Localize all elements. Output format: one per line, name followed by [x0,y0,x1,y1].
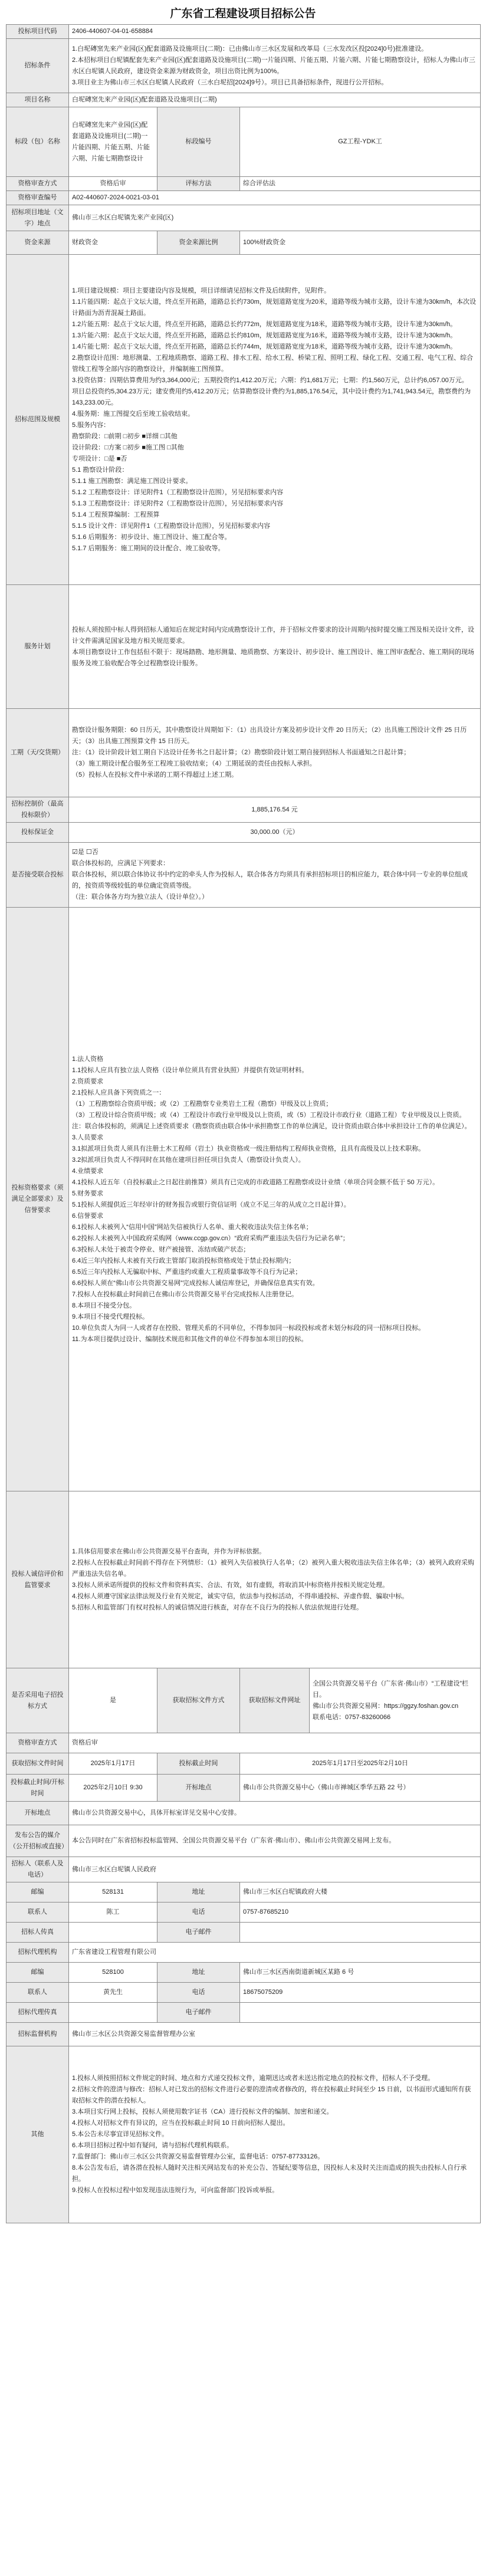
section-no-value: GZ工程-YDK工 [240,107,481,177]
label-plan: 服务计划 [6,585,69,709]
row-e-bidding [6,1668,481,1733]
scope-line: 5.1.3 工程勘察设计：详见附件2（工程勘察设计范围），另见招标要求内容 [72,500,284,507]
label-supervisor: 招标监督机构 [6,2023,69,2046]
qualification-line: 5.财务要求 [72,1190,104,1197]
e-bidding-value: 是 [69,1668,157,1733]
qualification-line: （1）工程勘察综合资质甲级；或（2）工程勘察专业类岩土工程（勘察）甲级及以上资质； [72,1100,333,1108]
label-open-place: 开标地点 [157,1775,240,1802]
label-conditions: 招标条件 [6,39,69,93]
label-agent-phone: 电话 [157,1983,240,2003]
contact-person-value: 陈工 [69,1903,157,1923]
scope-line: 5.1 勘察设计阶段： [72,466,129,474]
agent-addr-value: 佛山市三水区西南街道新城区某路 6 号 [240,1963,481,1983]
row-project-name [6,93,481,107]
scope-text [69,255,481,585]
other-line: 9.投标人在投标过程中如发现违法违规行为，可向监督部门投诉或举报。 [72,2187,279,2194]
open-time-value: 2025年2月10日 9:30 [69,1775,157,1802]
max-price-value: 1,885,176.54 元 [69,797,481,823]
row-open-time [6,1775,481,1802]
contact-addr-value: 佛山市三水区白坭镇政府大楼 [240,1882,481,1903]
label-section-no: 标段编号 [157,107,240,177]
row-max-price [6,797,481,823]
row-review [6,177,481,191]
review-level-value: 资格后审 [69,177,157,191]
label-period: 工期（天/交货期） [6,709,69,797]
consortium-line: （注：联合体各方均为独立法人（设计单位）。） [72,893,208,901]
qualification-line: 10.单位负责人为同一人或者存在控股、管理关系的不同单位，不得参加同一标段投标或者未划分标段的同一招标项目投标。 [72,1324,425,1332]
qualification-line: 6.5近三年内投标人无骗取中标、严重违约或重大工程质量事故等不良行为记录； [72,1268,302,1276]
other-line: 2.招标文件的澄清与修改：招标人对已发出的招标文件进行必要的澄清或者修改的，将在投标截止时间至少 15 日前，以书面形式通知所有获取招标文件的潜在投标人。 [72,2086,471,2104]
doc-url-line: 联系电话：0757-83260066 [313,1713,391,1721]
label-agent: 招标代理机构 [6,1943,69,1963]
contact-email-value [240,1923,481,1943]
label-project-name: 项目名称 [6,93,69,107]
row-scope [6,255,481,585]
label-evaluate: 评标方法 [157,177,240,191]
other-line: 4.投标人对招标文件有异议的，应当在投标截止时间 10 日前向招标人提出。 [72,2120,290,2127]
consortium-line: ☑是 ☐否 [72,849,98,856]
qualification-line: 2.1投标人应具备下列资质之一： [72,1089,166,1096]
scope-line: 项目总投资约5,304.23万元；建安费用约5,412.20万元；估算勘察设计费约为1,885,176.54元，其中设计费约为1,741,943.54元，勘察费约为143,233.00元。 [72,387,471,406]
agent-phone-value: 18675075209 [240,1983,481,2003]
scope-line: 5.1.7 后期服务：施工期间的设计配合、竣工验收等。 [72,544,225,552]
label-contact-phone: 电话 [157,1903,240,1923]
open-loc-value: 佛山市公共资源交易中心，具体开标室详见交易中心安排。 [69,1802,481,1825]
qualification-line: 6.信誉要求 [72,1212,104,1220]
label-contact-email: 电子邮件 [157,1923,240,1943]
assessment-line: 3.投标人须承诺所提供的投标文件和资料真实、合法、有效，如有虚假，将取消其中标资格并按相关规定处理。 [72,1581,389,1589]
publish-line: 本公告同时在广东省招标投标监管网、全国公共资源交易平台（广东省·佛山市）、佛山市公共资源交易网上发布。 [72,1837,396,1844]
other-line: 1.投标人须按照招标文件规定的时间、地点和方式递交投标文件，逾期送达或者未送达指定地点的投标文件，招标人不予受理。 [72,2075,435,2082]
evaluate-value: 综合评估法 [240,177,481,191]
label-doc-method: 获取招标文件方式 [157,1668,240,1733]
period-line: 注：（1）设计阶段计划工期自下达设计任务书之日起计算；（2）勘察阶段计划工期自接到招标人书面通知之日起计算； [72,749,411,756]
row-other [6,2046,481,2223]
assessment-line: 2.投标人在投标截止时间前不得存在下列情形：（1）被列入失信被执行人名单；（2）被列入重大税收违法失信主体名单；（3）被列入政府采购严重违法失信名单。 [72,1559,475,1578]
scope-line: 设计阶段：□方案 □初步 ■施工图 □其他 [72,443,184,451]
conditions-text [69,39,481,93]
scope-line: 1.3片能六期：起点于文坛大道，终点至开拓路，道路总长约810m，规划道路宽度为16米，道路等级为城市支路，设计车速为30km/h。 [72,331,457,339]
guarantee-value: 30,000.00（元） [69,823,481,843]
scope-line: 1.项目建设规模：项目主要建设内容及规模，项目详细请见招标文件及后续附件，见附件。 [72,287,331,294]
row-conditions [6,39,481,93]
row-tenderer [6,1857,481,1882]
qualification-text [69,908,481,1491]
qualification-line: 5.1投标人须提供近三年经审计的财务报告或银行资信证明（成立不足三年的从成立之日起计算）。 [72,1201,350,1208]
qualification-line: 4.业绩要求 [72,1167,104,1175]
assessment-line: 4.投标人须遵守国家法律法规及行业有关规定，诚实守信，依法参与投标活动，不得串通投标、弄虚作假、骗取中标。 [72,1592,409,1600]
scope-line: 5.1.2 工程勘察设计：详见附件1（工程勘察设计范围），另见招标要求内容 [72,488,284,496]
label-contact-addr: 地址 [157,1882,240,1903]
row-contact [6,1903,481,1923]
doc-time-value: 2025年1月17日 [69,1753,157,1775]
row-contact [6,1923,481,1943]
qualification-line: 8.本项目不接受分包。 [72,1302,136,1309]
qualification-line: 6.3投标人未处于被责令停业、财产被接管、冻结或破产状态； [72,1246,250,1253]
doc-url-line[interactable]: 佛山市公共资源交易网：https://ggzy.foshan.gov.cn [313,1702,459,1710]
project-name-value: 白坭磚窯先來产业园(区)配套道路及设施项目(二期) [69,93,481,107]
notice-table [6,24,481,2223]
row-address [6,205,481,231]
row-contact [6,1882,481,1903]
other-line: 8.本公告发布后，请各潜在投标人随时关注相关网站发布的补充公告、答疑纪要等信息，因投标人未及时关注而造成的损失由投标人自行承担。 [72,2164,467,2183]
scope-line: 专项设计：□是 ■否 [72,455,127,462]
assessment-text [69,1491,481,1668]
label-consortium: 是否接受联合投标 [6,843,69,908]
project-code-value: 2406-440607-04-01-658884 [69,25,481,39]
qualification-line: 4.1投标人近五年（自投标截止之日起往前推算）须具有已完成的市政道路工程勘察或设计业绩（单项合同金额不低于 50 万元）。 [72,1178,439,1186]
agent-email-value [240,2003,481,2023]
funds-ratio-value: 100%财政资金 [240,231,481,255]
doc-url-line: 全国公共资源交易平台（广东省·佛山市）“工程建设”栏目。 [313,1680,468,1698]
agent-value: 广东省建设工程管理有限公司 [69,1943,481,1963]
qualification-line: 1.法人资格 [72,1055,104,1063]
label-project-code: 投标项目代码 [6,25,69,39]
plan-line: 本项目勘察设计工作包括但不限于：现场踏勘、地形测量、地质勘察、方案设计、初步设计、施工图设计、施工图审查配合、施工期间的现场服务及竣工验收配合等全过程勘察设计服务。 [72,648,474,667]
period-text [69,709,481,797]
scope-line: 5.服务内容： [72,421,110,429]
label-agent-fax: 招标代理传真 [6,2003,69,2023]
row-section [6,107,481,177]
contact-phone-value: 0757-87685210 [240,1903,481,1923]
period-line: （5）投标人在投标文件中承诺的工期不得超过上述工期。 [72,771,238,778]
label-contact-fax: 招标人传真 [6,1923,69,1943]
review-method-value: 资格后审 [69,1733,481,1753]
agent-person-value: 黄先生 [69,1983,157,2003]
period-line: （3）施工期设计配合服务至工程竣工验收结束；（4）工期延误的责任由投标人承担。 [72,760,316,767]
contact-zip-value: 528131 [69,1882,157,1903]
label-publish: 发布公告的媒介（公开招标或直接） [6,1825,69,1857]
period-line: 勘察设计服务期限：60 日历天，其中勘察设计周期如下：（1）出具设计方案及初步设计文件 20 日历天；（2）出具施工图设计文件 25 日历天；（3）出具施工图预算文件 15 日历天。 [72,727,467,745]
row-agent-contact [6,2003,481,2023]
other-line: 3.本项目实行网上投标，投标人须使用数字证书（CA）进行投标文件的编制、加密和递交。 [72,2108,333,2115]
other-line: 7.监督部门：佛山市三水区公共资源交易监督管理办公室，监督电话：0757-87733126。 [72,2153,324,2160]
conditions-line: 3.项目业主为佛山市三水区白坭镇人民政府（三水白坭招[2024]9号）。项目已具备招标条件，现进行公开招标。 [72,78,388,86]
label-contact-zip: 邮编 [6,1882,69,1903]
label-other: 其他 [6,2046,69,2223]
qualification-line: 7.投标人在投标截止时间前已在佛山市公共资源交易平台完成投标人注册登记。 [72,1290,298,1298]
qualification-line: 1.1投标人应具有独立法人资格（设计单位须具有营业执照）并提供有效证明材料。 [72,1066,308,1074]
qualification-line: 6.4近三年内投标人未被有关行政主管部门取消投标资格或处于禁止投标期内； [72,1257,295,1264]
label-funds: 资金来源 [6,231,69,255]
label-agent-person: 联系人 [6,1983,69,2003]
row-review-method [6,1733,481,1753]
scope-line: 1.2片能五期：起点于文坛大道，终点至开拓路，道路总长约772m，规划道路宽度为18米，道路等级为城市支路，设计车速为30km/h。 [72,320,457,328]
row-supervisor [6,2023,481,2046]
label-agent-zip: 邮编 [6,1963,69,1983]
publish-text [69,1825,481,1857]
deadline-value: 2025年1月17日至2025年2月10日 [240,1753,481,1775]
row-funds [6,231,481,255]
label-guarantee: 投标保证金 [6,823,69,843]
supervisor-value: 佛山市三水区公共资源交易监督管理办公室 [69,2023,481,2046]
qualification-line: （3）工程设计综合资质甲级；或（4）工程设计市政行业甲级及以上资质，或（5）工程设计市政行业（道路工程）专业甲级及以上资质。 [72,1111,466,1119]
row-project-code [6,25,481,39]
other-line: 5.本公告未尽事宜详见招标文件。 [72,2131,169,2138]
reg-no-value: A02-440607-2024-0021-03-01 [69,191,481,205]
funds-value: 财政资金 [69,231,157,255]
qualification-line: 3.2拟派项目负责人不得同时在其他在建项目担任项目负责人（勘察设计负责人）。 [72,1156,305,1164]
contact-fax-value [69,1923,157,1943]
label-max-price: 招标控制价（最高投标限价） [6,797,69,823]
scope-line: 5.1.1 施工图勘察：满足施工图设计要求。 [72,477,192,485]
qualification-line: 2.资质要求 [72,1077,104,1085]
conditions-line: 1.白坭磚窯先來产业园(区)配套道路及设施项目(二期)：已由佛山市三水区发展和改革局（三水发改区投[2024]0号)批准建设。 [72,45,428,52]
assessment-line: 1.具体信用要求在佛山市公共资源交易平台查询，并作为评标依据。 [72,1547,266,1555]
label-funds-ratio: 资金来源比例 [157,231,240,255]
scope-line: 1.1片能四期：起点于文坛大道，终点至开拓路，道路总长约730m，规划道路宽度为20米，道路等级为城市支路，设计车速为30km/h，本次设计路面为沥青混凝土路面。 [72,298,477,317]
row-period [6,709,481,797]
other-text [69,2046,481,2223]
row-open-loc [6,1802,481,1825]
consortium-line: 联合体投标，须以联合体协议书中约定的牵头人作为投标人，联合体各方均须具有承担招标项目的相应能力，联合体中同一专业的单位组成的，按资质等级较低的单位确定资质等级。 [72,871,468,889]
scope-line: 2.勘察设计范围：地形测量、工程地质勘察、道路工程、排水工程、给水工程、桥梁工程、照明工程、绿化工程、交通工程、电气工程、综合管线工程等全部内容的勘察设计，并编制施工图预算。 [72,354,474,373]
consortium-line: 联合体投标的，应满足下列要求： [72,860,169,867]
scope-line: 5.1.5 设计文件：详见附件1（工程勘察设计范围），另见招标要求内容 [72,522,271,530]
label-scope: 招标范围及规模 [6,255,69,585]
agent-zip-value: 528100 [69,1963,157,1983]
label-contact-person: 联系人 [6,1903,69,1923]
plan-line: 投标人须按照中标人得到招标人通知后在规定时间内完成勘察设计工作，并于招标文件要求的设计周期内按时提交施工图及相关设计文件，设计文件需满足国家及地方相关规范要求。 [72,626,474,645]
label-doc-time: 获取招标文件时间 [6,1753,69,1775]
section-name-value: 白坭磚窯先來产业园(区)配套道路及设施项目(二期)一片能四期、片能五期、片能六期、片能七期勘察设计 [69,107,157,177]
agent-fax-value [69,2003,157,2023]
page-title: 广东省工程建设项目招标公告 [170,8,316,20]
label-review-method: 资格审查方式 [6,1733,69,1753]
row-agent-contact [6,1983,481,2003]
qualification-line: 6.1投标人未被列入“信用中国”网站失信被执行人名单、重大税收违法失信主体名单； [72,1223,313,1231]
scope-line: 5.1.6 后期服务：初步设计、施工图设计、施工配合等。 [72,533,231,541]
qualification-line: 6.2投标人未被列入中国政府采购网（www.ccgp.gov.cn）“政府采购严重违法失信行为记录名单”； [72,1234,349,1242]
label-open-loc: 开标地点 [6,1802,69,1825]
label-open-time: 投标截止时间/开标时间 [6,1775,69,1802]
conditions-line: 2.本招标项目白坭镇配套先來产业园(区)配套道路及设施项目(二期)一片能四期、片能五期、片能六期、片能七期勘察设计，招标人为佛山市三水区白坭镇人民政府，建设资金来源为财政资金，项目出资比例为100%。 [72,56,475,75]
label-qualification: 投标资格要求（须满足全部要求）及信誉要求 [6,908,69,1491]
qualification-line: 11.为本项目提供过设计、编制技术规范和其他文件的单位不得参加本项目的投标。 [72,1335,308,1343]
assessment-line: 5.招标人和监管部门有权对投标人的诚信情况进行核查，对存在不良行为的投标人依法依规进行处理。 [72,1604,363,1611]
label-review-level: 资格审查方式 [6,177,69,191]
scope-line: 1.4片能七期：起点于文坛大道，终点至开拓路，道路总长约744m，规划道路宽度为18米，道路等级为城市支路，设计车速为30km/h。 [72,343,457,350]
row-agent-contact [6,1963,481,1983]
row-assessment [6,1491,481,1668]
doc-url-text [310,1668,481,1733]
row-agent [6,1943,481,1963]
qualification-line: 注：联合体投标的，须满足上述资质要求（勘察资质由联合体中承担勘察工作的单位满足，设计资质由联合体中承担设计工作的单位满足）。 [72,1122,471,1130]
label-assessment: 投标人诚信评价和监管要求 [6,1491,69,1668]
open-place-value: 佛山市公共资源交易中心（佛山市禅城区季华五路 22 号） [240,1775,481,1802]
label-reg-no: 资格审查编号 [6,191,69,205]
consortium-text [69,843,481,908]
qualification-line: 6.6投标人须在“佛山市公共资源交易网”完成投标人诚信库登记，并确保信息真实有效。 [72,1279,319,1287]
row-consortium [6,843,481,908]
qualification-line: 3.人员要求 [72,1133,104,1141]
label-doc-url: 获取招标文件网址 [240,1668,310,1733]
row-publish [6,1825,481,1857]
tenderer-value: 佛山市三水区白坭镇人民政府 [69,1857,481,1882]
label-agent-addr: 地址 [157,1963,240,1983]
label-section-name: 标段（包）名称 [6,107,69,177]
row-plan [6,585,481,709]
label-e-bidding: 是否采用电子招投标方式 [6,1668,69,1733]
row-guarantee [6,823,481,843]
scope-line: 3.投资估算：四期估算费用为约3,364,000元；五期投资约1,412.20万元；六期：约1,681万元；七期：约1,560万元，总计约6,057.00万元。 [72,376,468,384]
scope-line: 勘察阶段：□前期 □初步 ■详细 □其他 [72,432,178,440]
label-deadline: 投标截止时间 [157,1753,240,1775]
qualification-line: 3.1拟派项目负责人须具有注册土木工程师（岩土）执业资格或一级注册结构工程师执业资格，且具有高级及以上技术职称。 [72,1145,425,1152]
label-agent-email: 电子邮件 [157,2003,240,2023]
plan-text [69,585,481,709]
address-value: 佛山市三水区白坭镇先來产业园(区) [69,205,481,231]
row-reg-no [6,191,481,205]
row-qualification [6,908,481,1491]
label-address: 招标项目地址（文字）地点 [6,205,69,231]
other-line: 6.本项目招标过程中如有疑问，请与招标代理机构联系。 [72,2142,234,2149]
qualification-line: 9.本项目不接受代理投标。 [72,1313,149,1320]
scope-line: 4.服务期：施工图提交后至竣工验收结束。 [72,410,195,418]
row-doc-time [6,1753,481,1775]
scope-line: 5.1.4 工程预算编制：工程预算 [72,511,160,518]
label-tenderer: 招标人（联系人及电话） [6,1857,69,1882]
